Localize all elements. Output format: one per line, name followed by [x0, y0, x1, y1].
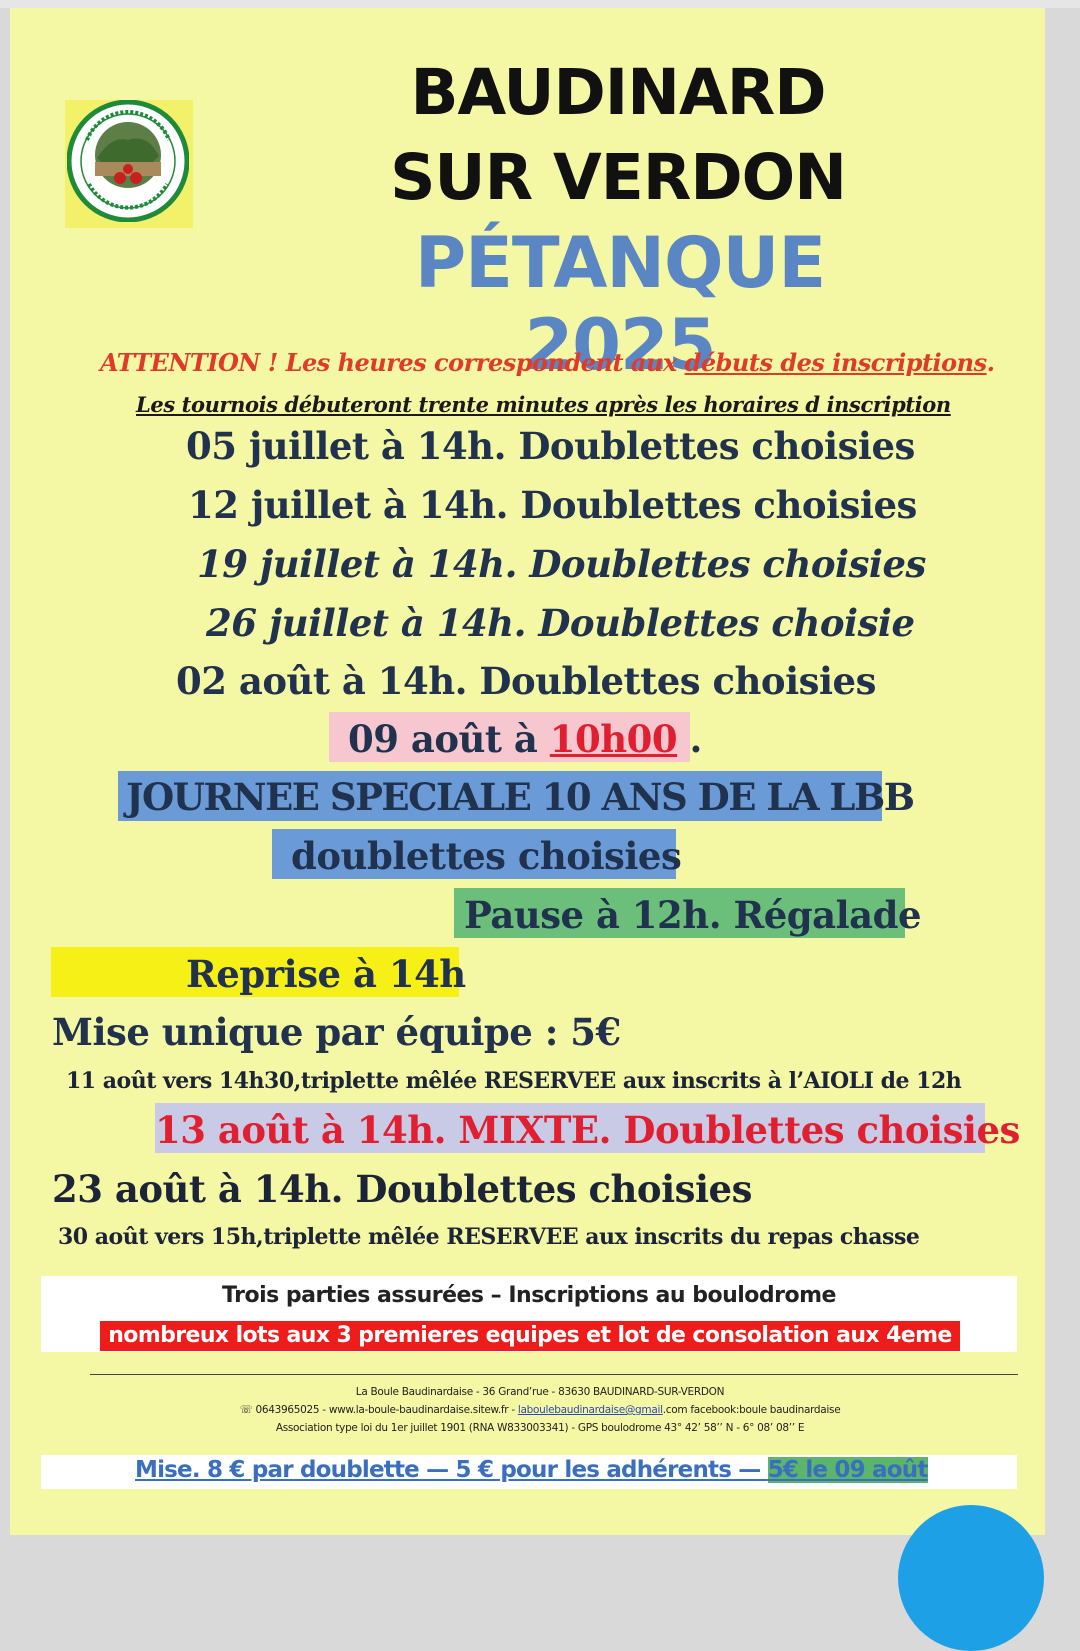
prizes-banner: nombreux lots aux 3 premieres equipes et lot de consolation aux 4eme — [100, 1321, 960, 1351]
mise-main: Mise. 8 € par doublette — 5 € pour les adhérents — — [135, 1457, 768, 1483]
aioli-line: 11 août vers 14h30,triplette mêlée RESERVEE aux inscrits à l’AIOLI de 12h — [66, 1068, 962, 1094]
pause-line: Pause à 12h. Régalade — [464, 893, 922, 937]
floating-action-button[interactable] — [898, 1505, 1044, 1651]
contact-rest: .com facebook:boule baudinardaise — [662, 1404, 841, 1416]
date-09-aout: 09 août à — [348, 717, 550, 761]
schedule-line-09-aout — [348, 717, 702, 761]
email-link[interactable]: laboulebaudinardaise@gmail — [517, 1404, 663, 1416]
schedule-line-12-juillet: 12 juillet à 14h. Doublettes choisies — [188, 483, 917, 527]
address-line: La Boule Baudinardaise - 36 Grand’rue - 83630 BAUDINARD-SUR-VERDON — [355, 1386, 725, 1398]
schedule-line-19-juillet: 19 juillet à 14h. Doublettes choisies — [197, 542, 926, 586]
title-sur-verdon: SUR VERDON — [390, 141, 846, 214]
guarantee-text: Trois parties assurées – Inscriptions au boulodrome — [222, 1283, 836, 1308]
period: . — [677, 717, 702, 761]
repas-chasse-line: 30 août vers 15h,triplette mêlée RESERVEE aux inscrits du repas chasse — [58, 1224, 920, 1250]
contact-phone: 0643965025 - www.la-boule-baudinardaise.sitew.fr - — [255, 1404, 518, 1416]
mise-unique-line: Mise unique par équipe : 5€ — [52, 1010, 621, 1054]
mise-line — [135, 1457, 928, 1483]
attention-text: ATTENTION ! Les heures correspondent aux — [100, 348, 685, 377]
mixte-line: 13 août à 14h. MIXTE. Doublettes choisies — [155, 1108, 1020, 1152]
title-petanque-2025: PÉTANQUE 2025 — [414, 222, 826, 386]
special-day-line: JOURNEE SPECIALE 10 ANS DE LA LBB — [126, 775, 914, 819]
doublettes-line: doublettes choisies — [291, 834, 682, 878]
contact-line — [100, 1404, 980, 1416]
top-bar — [0, 0, 1080, 8]
reprise-line: Reprise à 14h — [186, 952, 466, 996]
phone-icon: ☏ — [239, 1404, 256, 1416]
schedule-line-02-aout: 02 août à 14h. Doublettes choisies — [176, 659, 876, 703]
footer-divider — [90, 1374, 1018, 1375]
title-baudinard: BAUDINARD — [410, 56, 826, 129]
attention-underlined: débuts des inscriptions — [684, 348, 987, 377]
club-seal-logo-icon — [67, 100, 189, 222]
schedule-line-26-juillet: 26 juillet à 14h. Doublettes choisie — [206, 601, 915, 645]
schedule-line-05-juillet: 05 juillet à 14h. Doublettes choisies — [186, 424, 915, 468]
association-line: Association type loi du 1er juillet 1901 (RNA W833003341) - GPS boulodrome 43° 42’ 58’’ N - 6° 08’ 08’’ E — [275, 1422, 805, 1434]
attention-notice — [100, 348, 1000, 377]
start-time-note: Les tournois débuteront trente minutes après les horaires d inscription — [136, 392, 951, 417]
attention-end: . — [986, 348, 995, 377]
schedule-line-23-aout: 23 août à 14h. Doublettes choisies — [52, 1167, 752, 1211]
mise-highlight: 5€ le 09 août — [767, 1457, 928, 1483]
time-10h00: 10h00 — [549, 717, 678, 761]
